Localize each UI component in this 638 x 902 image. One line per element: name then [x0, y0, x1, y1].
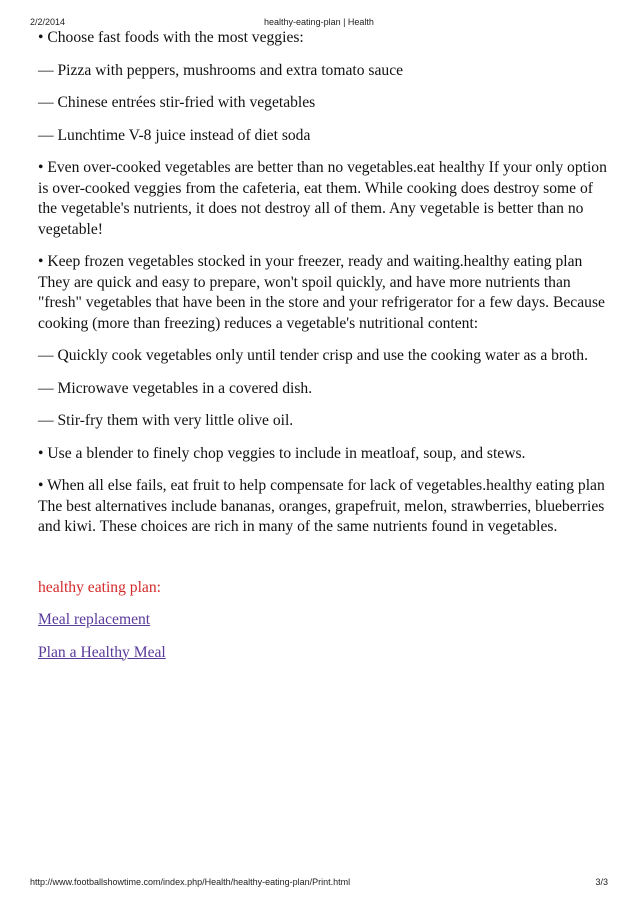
dash-microwave: — Microwave vegetables in a covered dish.: [38, 379, 313, 397]
related-link-item: [38, 610, 608, 631]
page-number: 3/3: [595, 877, 608, 887]
bullet-blender: • Use a blender to finely chop veggies to include in meatloaf, soup, and stews.: [38, 444, 526, 462]
bullet-fast-foods: • Choose fast foods with the most veggies:: [38, 29, 304, 46]
link-plan-healthy-meal[interactable]: Plan a Healthy Meal: [38, 643, 166, 661]
dash-stir-fry: — Stir-fry them with very little olive oil.: [38, 412, 294, 429]
article-body: [38, 28, 608, 675]
print-source-url: http://www.footballshowtime.com/index.php/Health/healthy-eating-plan/Print.html: [30, 877, 351, 887]
bullet-frozen: • Keep frozen vegetables stocked in your freezer, ready and waiting.healthy eating plan They are quick and easy to prepare, won't spoil quickly, and have more nutrients than "fresh" vegetables that have been in the store and your refrigerator for a few days. Because cooking (more than freezing) reduces a vegetable's nutritional content:: [38, 253, 605, 332]
link-meal-replacement[interactable]: Meal replacement: [38, 611, 151, 628]
print-date: 2/2/2014: [30, 17, 66, 27]
print-page-title: healthy-eating-plan | Health: [264, 17, 374, 27]
dash-quick-cook: — Quickly cook vegetables only until tender crisp and use the cooking water as a broth.: [38, 347, 588, 364]
related-link-item: [38, 643, 608, 664]
dash-pizza: — Pizza with peppers, mushrooms and extra tomato sauce: [38, 61, 404, 79]
bullet-fruit: • When all else fails, eat fruit to help compensate for lack of vegetables.healthy eating plan The best alternatives include bananas, oranges, grapefruit, melon, strawberries, blueberries and kiwi. These choices are rich in many of the same nutrients found in vegetables.: [38, 477, 605, 535]
dash-chinese: — Chinese entrées stir-fried with vegetables: [38, 94, 316, 111]
dash-v8-juice: — Lunchtime V-8 juice instead of diet soda: [38, 126, 311, 144]
bullet-overcooked: • Even over-cooked vegetables are better than no vegetables.eat healthy If your only option is over-cooked veggies from the cafeteria, eat them. While cooking does destroy some of the vegetable's nutrients, it does not destroy all of them. Any vegetable is better than no vegetable!: [38, 159, 607, 238]
related-heading: healthy eating plan:: [38, 578, 161, 596]
